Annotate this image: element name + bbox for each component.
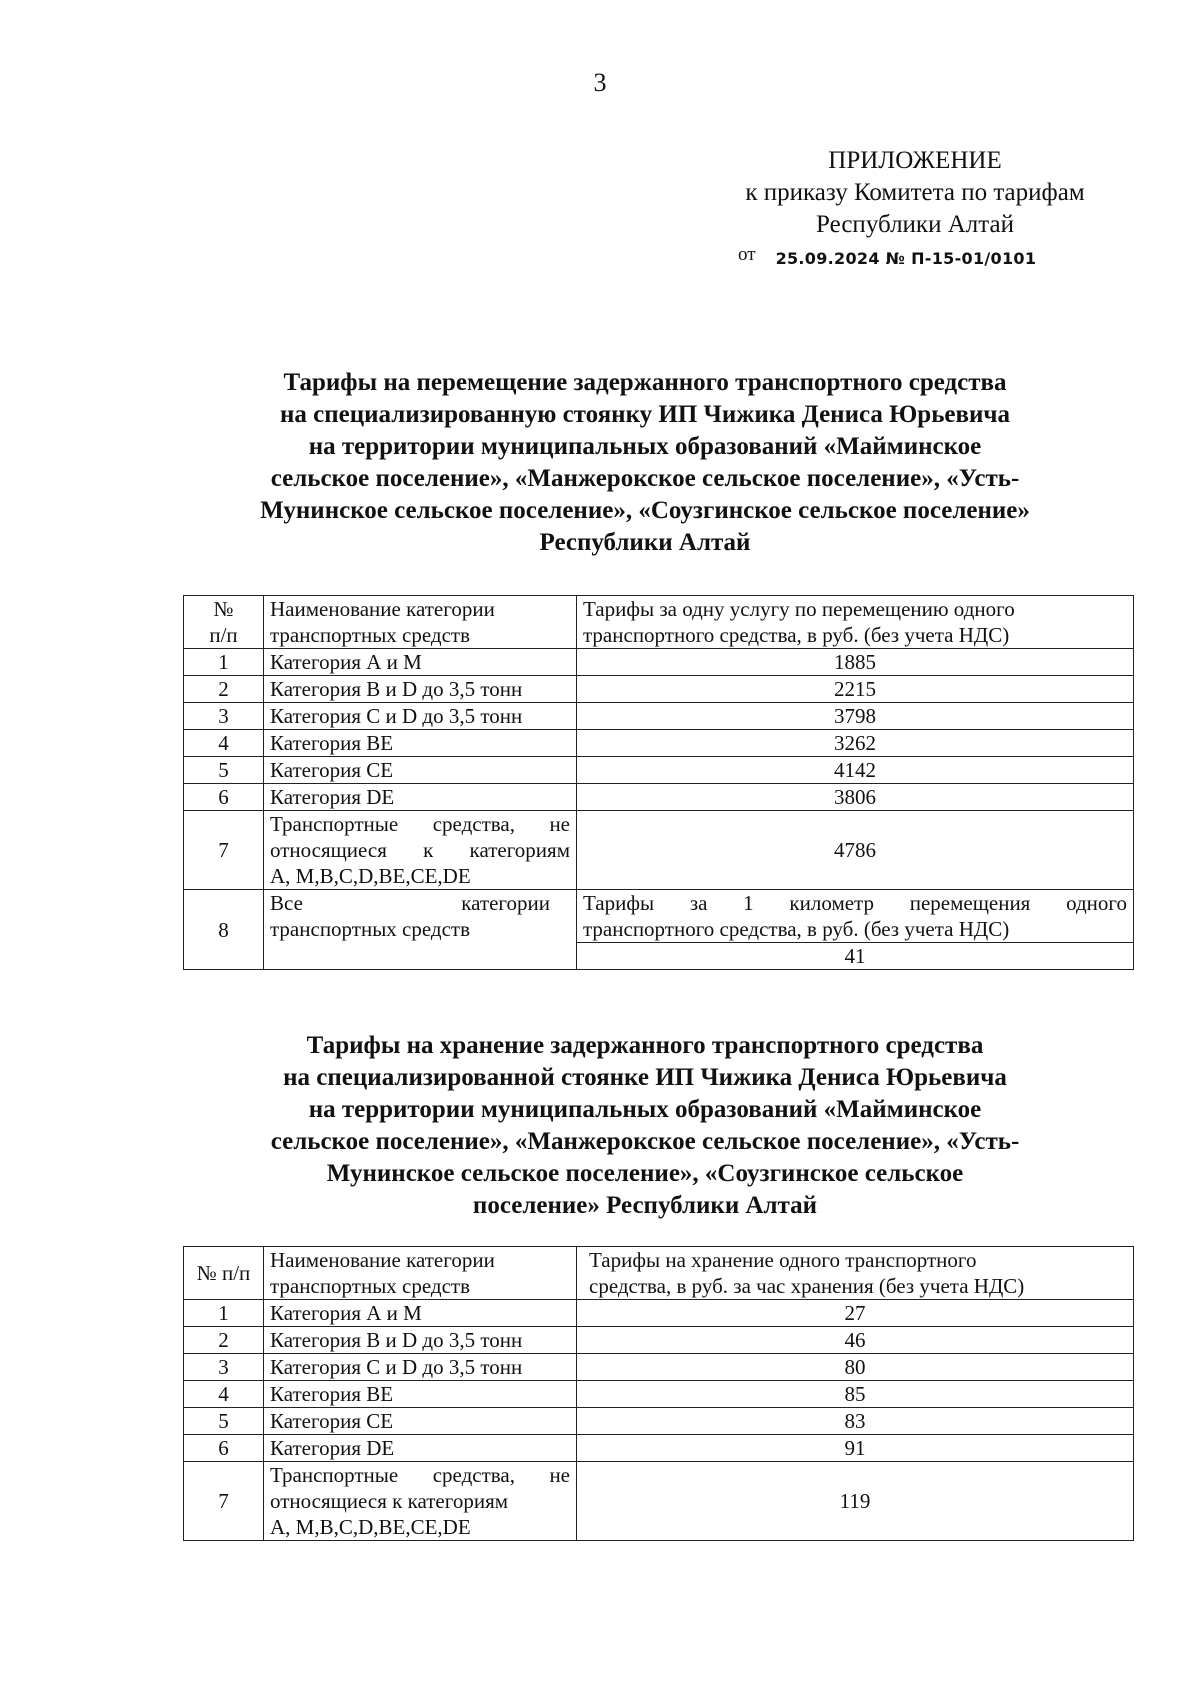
storage-tariff-table [183, 1246, 1134, 1541]
row-category [264, 890, 577, 970]
row-category: Категория В и D до 3,5 тонн [264, 1327, 577, 1354]
row-value: 80 [577, 1354, 1134, 1381]
row-num: 4 [184, 1381, 264, 1408]
row-category: Категория В и D до 3,5 тонн [264, 676, 577, 703]
row-category: Категория А и М [264, 649, 577, 676]
table-row [184, 703, 1134, 730]
page-number: 3 [593, 68, 607, 97]
row8-tariff-header [577, 890, 1134, 943]
header-num-line: № [213, 597, 234, 621]
row-value: 119 [577, 1462, 1134, 1541]
section1-heading [185, 367, 1105, 559]
row-category: Категория ВЕ [264, 730, 577, 757]
header-tariff [577, 1247, 1134, 1300]
appendix-title: ПРИЛОЖЕНИЕ [828, 147, 1002, 174]
row-category: Категория DE [264, 1435, 577, 1462]
row-num: 1 [184, 649, 264, 676]
relocation-tariff-table [183, 595, 1134, 970]
heading-line: на территории муниципальных образований «Майминское [308, 1096, 982, 1123]
row-category-line: Все категории [270, 891, 550, 915]
row-category: Категория А и М [264, 1300, 577, 1327]
appendix-block [700, 145, 1130, 241]
table-row [184, 1462, 1134, 1541]
header-name-line: транспортных средств [270, 623, 471, 647]
table-row [184, 1381, 1134, 1408]
row-value: 83 [577, 1408, 1134, 1435]
row-value: 4142 [577, 757, 1134, 784]
header-name-line: Наименование категории [270, 1248, 495, 1272]
row-category [264, 1462, 577, 1541]
table-row [184, 1408, 1134, 1435]
row-category: Категория СЕ [264, 757, 577, 784]
appendix-line-2: Республики Алтай [816, 211, 1014, 238]
header-num: № п/п [184, 1247, 264, 1300]
row-num: 2 [184, 1327, 264, 1354]
header-tariff-line: средства, в руб. за час хранения (без учета НДС) [589, 1274, 1025, 1298]
row-num: 5 [184, 1408, 264, 1435]
header-num-line: п/п [209, 623, 238, 647]
row-value: 2215 [577, 676, 1134, 703]
table-row [184, 730, 1134, 757]
row-value: 3798 [577, 703, 1134, 730]
appendix-line-1: к приказу Комитета по тарифам [745, 179, 1085, 206]
heading-line: Тарифы на перемещение задержанного транспортного средства [283, 369, 1007, 396]
heading-line: на специализированной стоянке ИП Чижика Дениса Юрьевича [283, 1064, 1007, 1091]
row-category: Категория С и D до 3,5 тонн [264, 1354, 577, 1381]
order-prefix: от [738, 244, 756, 265]
table-row [184, 1354, 1134, 1381]
header-name-line: транспортных средств [270, 1274, 471, 1298]
header-name-line: Наименование категории [270, 597, 495, 621]
table-row [184, 676, 1134, 703]
row-value: 41 [577, 943, 1134, 970]
row-category-line: А, М,В,С,D,ВЕ,СЕ,DE [270, 864, 471, 888]
row-value: 1885 [577, 649, 1134, 676]
row-num: 6 [184, 784, 264, 811]
header-num [184, 596, 264, 649]
row-num: 8 [184, 890, 264, 970]
heading-line: сельское поселение», «Манжерокское сельское поселение», «Усть- [270, 465, 1020, 492]
row8-tariff-line: Тарифы за 1 километр перемещения одного [583, 891, 1127, 915]
header-name [264, 1247, 577, 1300]
row-num: 7 [184, 811, 264, 890]
row-category: Категория СЕ [264, 1408, 577, 1435]
row-value: 3262 [577, 730, 1134, 757]
header-tariff-line: Тарифы на хранение одного транспортного [589, 1248, 977, 1272]
table-row [184, 757, 1134, 784]
table-row [184, 649, 1134, 676]
header-name [264, 596, 577, 649]
row-category-line: относящиеся к категориям [270, 838, 570, 862]
row8-tariff-line: транспортного средства, в руб. (без учета НДС) [583, 917, 1010, 941]
row-num: 3 [184, 1354, 264, 1381]
row-value: 91 [577, 1435, 1134, 1462]
row-num: 1 [184, 1300, 264, 1327]
row-num: 7 [184, 1462, 264, 1541]
table-row [184, 1300, 1134, 1327]
table-row [184, 811, 1134, 890]
heading-line: Мунинское сельское поселение», «Соузгинское сельское поселение» [260, 497, 1030, 524]
row-num: 4 [184, 730, 264, 757]
row-category-line: Транспортные средства, не [270, 1463, 570, 1487]
row-value: 4786 [577, 811, 1134, 890]
order-date-number: 25.09.2024 № П-15-01/0101 [775, 249, 1037, 268]
row-value: 46 [577, 1327, 1134, 1354]
row-num: 5 [184, 757, 264, 784]
row-category-line: Транспортные средства, не [270, 812, 570, 836]
row-value: 85 [577, 1381, 1134, 1408]
row-value: 3806 [577, 784, 1134, 811]
row-category-line: транспортных средств [270, 917, 471, 941]
row-value: 27 [577, 1300, 1134, 1327]
heading-line: Республики Алтай [539, 529, 751, 556]
heading-line: Мунинское сельское поселение», «Соузгинское сельское [326, 1160, 964, 1187]
section2-heading [185, 1030, 1105, 1222]
row-num: 3 [184, 703, 264, 730]
table-header-row [184, 1247, 1134, 1300]
table-row [184, 1435, 1134, 1462]
heading-line: на территории муниципальных образований «Майминское [308, 433, 982, 460]
row-num: 2 [184, 676, 264, 703]
header-tariff-line: транспортного средства, в руб. (без учета НДС) [583, 623, 1010, 647]
row-category: Категория ВЕ [264, 1381, 577, 1408]
row-category: Категория DE [264, 784, 577, 811]
row-num: 6 [184, 1435, 264, 1462]
row-category [264, 811, 577, 890]
table-row [184, 1327, 1134, 1354]
header-tariff-line: Тарифы за одну услугу по перемещению одного [583, 597, 1015, 621]
order-reference [738, 244, 1037, 270]
table-header-row [184, 596, 1134, 649]
row-category-line: относящиеся к категориям [270, 1489, 509, 1513]
header-tariff [577, 596, 1134, 649]
row-category-line: А, М,В,С,D,ВЕ,СЕ,DE [270, 1515, 471, 1539]
table-row [184, 890, 1134, 943]
row-category: Категория С и D до 3,5 тонн [264, 703, 577, 730]
table-row [184, 784, 1134, 811]
heading-line: Тарифы на хранение задержанного транспортного средства [306, 1032, 984, 1059]
heading-line: сельское поселение», «Манжерокское сельское поселение», «Усть- [270, 1128, 1020, 1155]
heading-line: поселение» Республики Алтай [472, 1192, 818, 1219]
heading-line: на специализированную стоянку ИП Чижика Дениса Юрьевича [279, 401, 1011, 428]
